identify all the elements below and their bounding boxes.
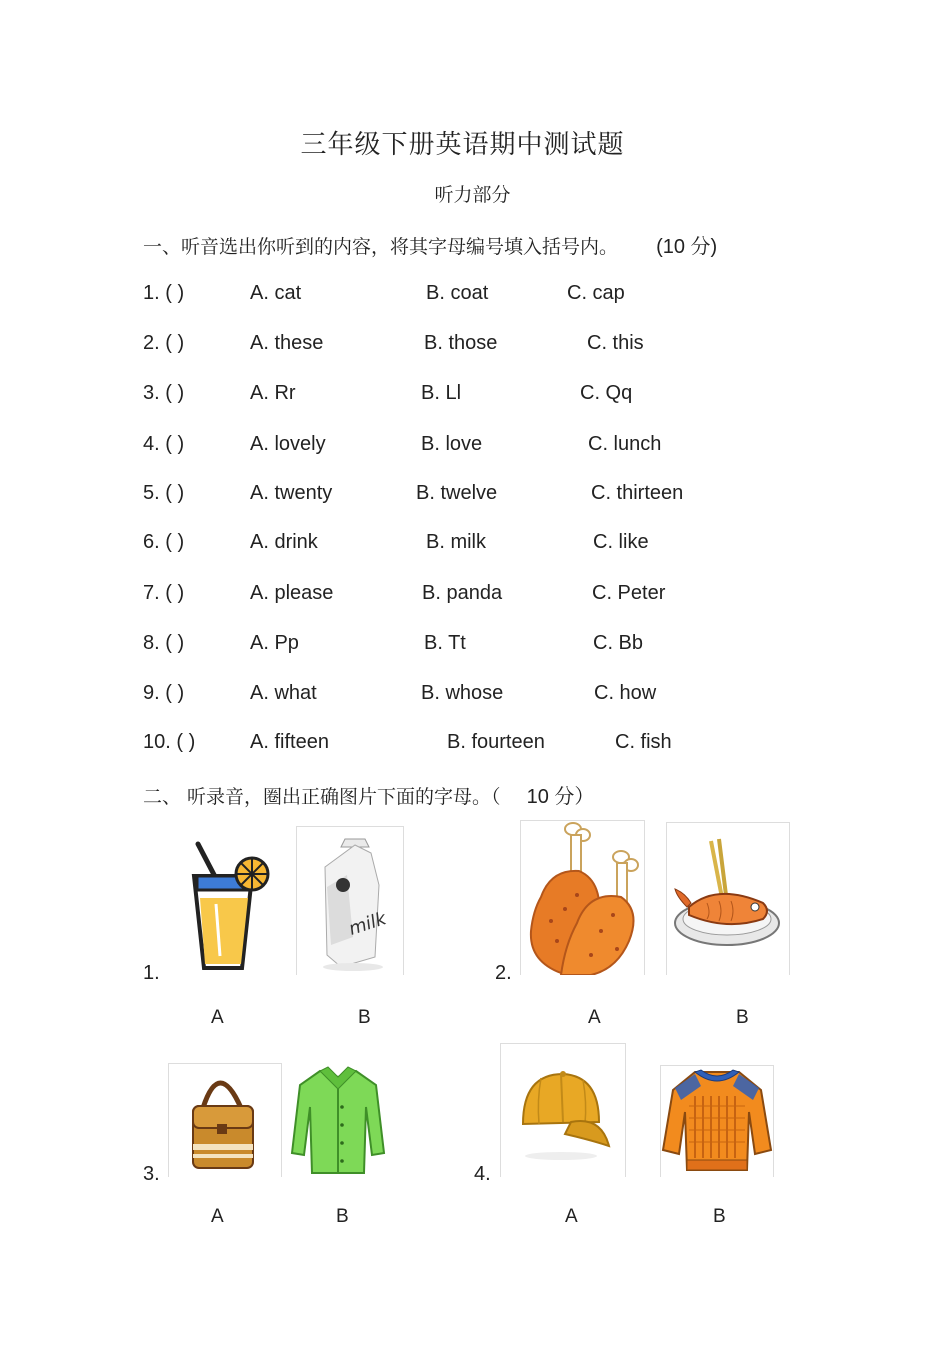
option-a: A. lovely [250, 433, 326, 455]
question-number: 7. ( ) [143, 582, 185, 604]
question-number: 6. ( ) [143, 531, 185, 553]
option-c: C. Peter [592, 582, 666, 604]
section-1-heading [143, 230, 717, 259]
milk-carton-text: milk [346, 908, 389, 940]
section-2-heading [143, 780, 594, 809]
option-c: C. Bb [593, 632, 644, 654]
option-c: C. how [594, 682, 657, 704]
section-1-score: (10 分) [656, 236, 718, 258]
picture-number: 3. [143, 1163, 160, 1185]
picture-number: 1. [143, 962, 160, 984]
question-number: 10. ( ) [143, 731, 196, 753]
option-b: B. Ll [421, 382, 462, 404]
chicken-legs-icon [520, 820, 645, 975]
fish-dish-icon [666, 822, 790, 975]
juice-icon [180, 838, 270, 973]
option-a-label: A [588, 1007, 601, 1028]
question-number: 5. ( ) [143, 482, 185, 504]
option-b: B. love [421, 433, 483, 455]
option-b-label: B [736, 1007, 749, 1028]
option-a-label: A [565, 1206, 578, 1227]
question-number: 4. ( ) [143, 433, 185, 455]
milk-icon [296, 826, 404, 975]
option-a: A. drink [250, 531, 318, 553]
option-a-label: A [211, 1206, 224, 1227]
option-b: B. coat [426, 282, 489, 304]
option-a: A. please [250, 582, 334, 604]
option-a: A. what [250, 682, 317, 704]
page-subtitle: 听力部分 [434, 184, 511, 206]
question-number: 3. ( ) [143, 382, 185, 404]
option-b: B. fourteen [447, 731, 545, 753]
cap-icon [500, 1043, 626, 1177]
section-2-instruction: 二、 听录音，圈出正确图片下面的字母。（ [143, 786, 501, 808]
option-b: B. panda [422, 582, 503, 604]
bag-icon [168, 1063, 282, 1177]
option-b: B. those [424, 332, 498, 354]
option-b-label: B [713, 1206, 726, 1227]
option-a: A. fifteen [250, 731, 329, 753]
option-b-label: B [358, 1007, 371, 1028]
option-a: A. Pp [250, 632, 299, 654]
page-title: 三年级下册英语期中测试题 [300, 130, 625, 160]
sweater-icon [660, 1065, 774, 1177]
option-a: A. Rr [250, 382, 296, 404]
picture-number: 4. [474, 1163, 491, 1185]
option-c: C. like [593, 531, 649, 553]
option-c: C. lunch [588, 433, 662, 455]
shirt-icon [290, 1063, 386, 1176]
section-2-score: 10 分） [526, 786, 595, 808]
picture-number: 2. [495, 962, 512, 984]
option-b-label: B [336, 1206, 349, 1227]
option-c: C. Qq [580, 382, 633, 404]
option-c: C. thirteen [591, 482, 684, 504]
question-number: 8. ( ) [143, 632, 185, 654]
option-a: A. twenty [250, 482, 333, 504]
option-c: C. this [587, 332, 644, 354]
option-b: B. twelve [416, 482, 498, 504]
option-b: B. milk [426, 531, 486, 553]
option-a: A. these [250, 332, 324, 354]
question-number: 1. ( ) [143, 282, 185, 304]
option-c: C. fish [615, 731, 672, 753]
section-1-instruction: 一、听音选出你听到的内容，将其字母编号填入括号内。 [143, 236, 619, 258]
option-b: B. Tt [424, 632, 466, 654]
option-c: C. cap [567, 282, 625, 304]
option-b: B. whose [421, 682, 504, 704]
option-a-label: A [211, 1007, 224, 1028]
question-number: 2. ( ) [143, 332, 185, 354]
question-number: 9. ( ) [143, 682, 185, 704]
option-a: A. cat [250, 282, 302, 304]
